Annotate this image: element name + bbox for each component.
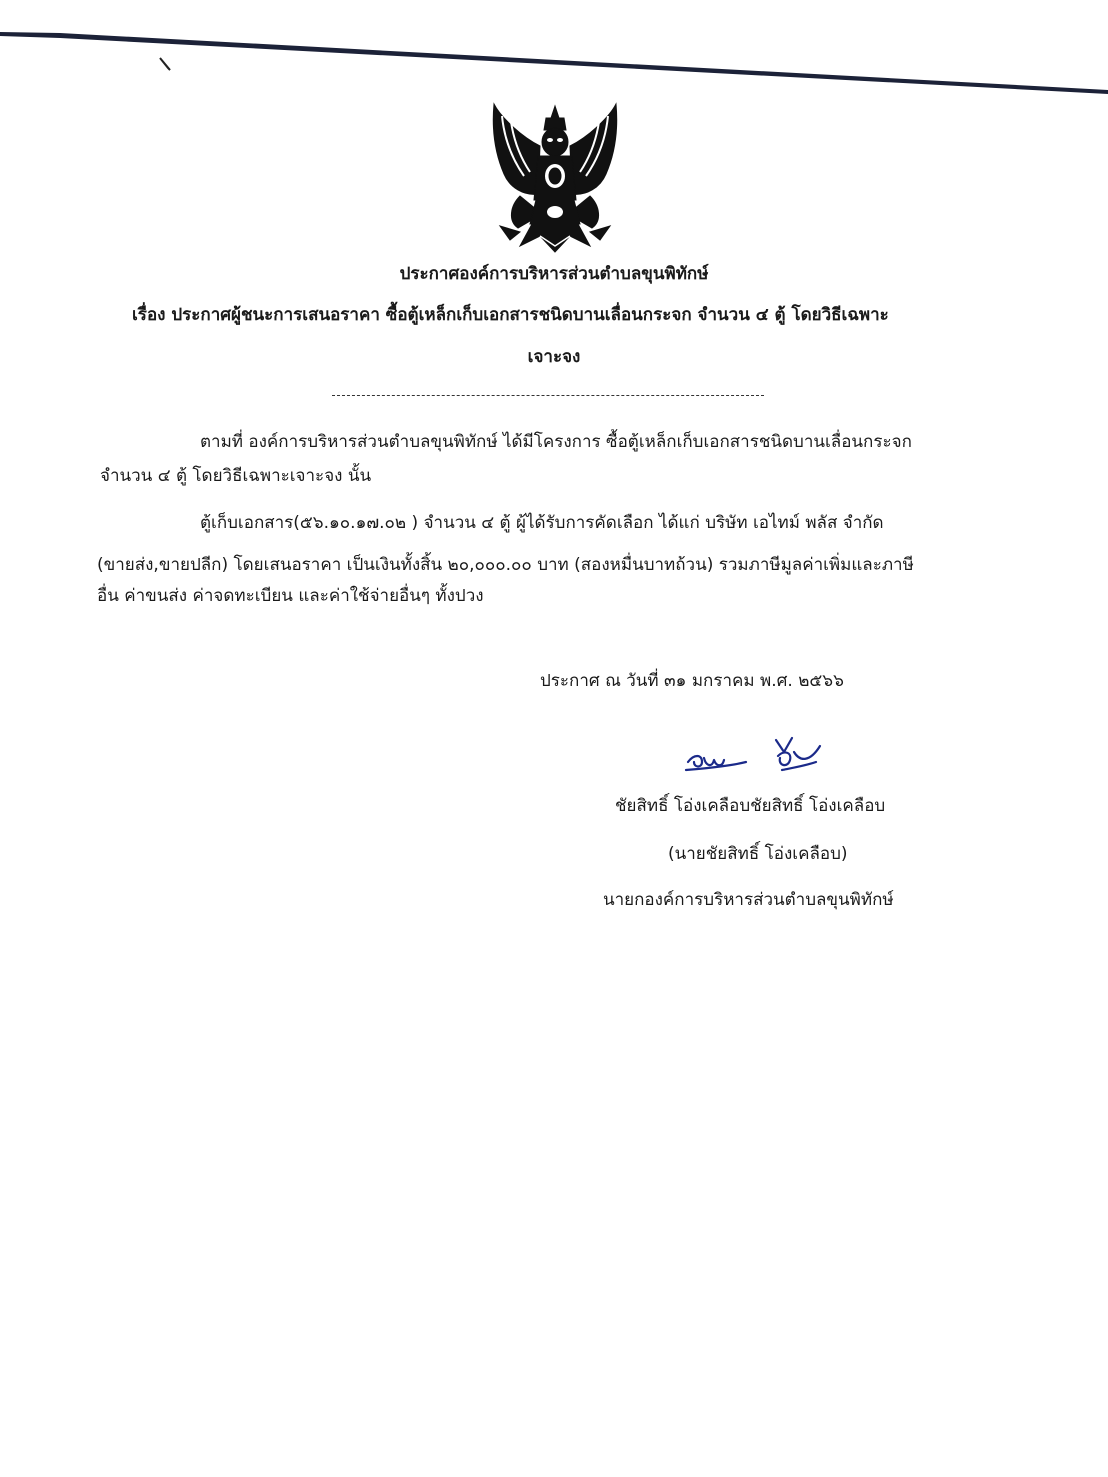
subject-line-2: เจาะจง [527, 347, 581, 367]
announcement-date: ประกาศ ณ วันที่ ๓๑ มกราคม พ.ศ. ๒๕๖๖ [540, 671, 844, 691]
dashed-divider [332, 395, 764, 396]
scan-edge-shadow [0, 30, 1108, 100]
garuda-emblem-icon [480, 96, 630, 256]
paragraph-2-line-1: ตู้เก็บเอกสาร(๕๖.๑๐.๑๗.๐๒ ) จำนวน ๔ ตู้ ผู้ได้รับการคัดเลือก ได้แก่ บริษัท เอไทม์ พลัส จำกัด [200, 513, 884, 533]
signer-name-parenthetical: (นายชัยสิทธิ์ โอ่งเคลือบ) [668, 844, 848, 864]
paragraph-2-line-2: (ขายส่ง,ขายปลีก) โดยเสนอราคา เป็นเงินทั้งสิ้น ๒๐,๐๐๐.๐๐ บาท (สองหมื่นบาทถ้วน) รวมภาษีมูลค่าเพิ่มและภาษี [97, 555, 914, 575]
handwritten-signature [680, 732, 830, 780]
paragraph-1-line-2: จำนวน ๔ ตู้ โดยวิธีเฉพาะเจาะจง นั้น [100, 466, 372, 486]
paragraph-1-line-1: ตามที่ องค์การบริหารส่วนตำบลขุนพิทักษ์ ได้มีโครงการ ซื้อตู้เหล็กเก็บเอกสารชนิดบานเลื่อนกระจก [200, 432, 912, 452]
announcement-title: ประกาศองค์การบริหารส่วนตำบลขุนพิทักษ์ [399, 264, 709, 284]
signer-name-line: ชัยสิทธิ์ โอ่งเคลือบชัยสิทธิ์ โอ่งเคลือบ [615, 796, 886, 816]
paragraph-2-line-3: อื่น ค่าขนส่ง ค่าจดทะเบียน และค่าใช้จ่ายอื่นๆ ทั้งปวง [97, 586, 484, 606]
signer-position: นายกองค์การบริหารส่วนตำบลขุนพิทักษ์ [603, 890, 894, 910]
subject-line-1: เรื่อง ประกาศผู้ชนะการเสนอราคา ซื้อตู้เหล็กเก็บเอกสารชนิดบานเลื่อนกระจก จำนวน ๔ ตู้ โดยวิธีเฉพาะ [132, 305, 889, 325]
